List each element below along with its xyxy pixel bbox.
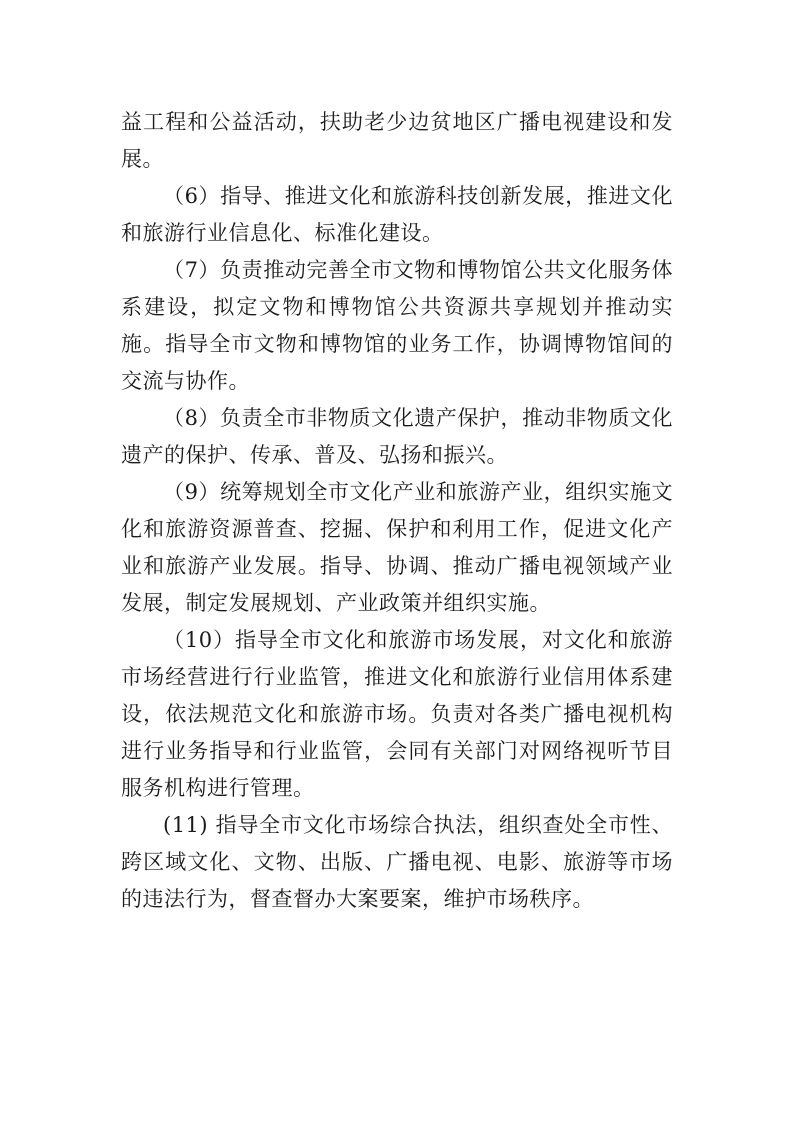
paragraph-item-9: （9）统筹规划全市文化产业和旅游产业，组织实施文化和旅游资源普查、挖掘、保护和利用工作，促进文化产业和旅游产业发展。指导、协调、推动广播电视领域产业发展，制定发展规划、产业政策并组织实施。 [121,480,673,615]
paragraph-item-10: （10）指导全市文化和旅游市场发展，对文化和旅游市场经营进行行业监管，推进文化和旅游行业信用体系建设，依法规范文化和旅游市场。负责对各类广播电视机构进行业务指导和行业监管，会同有关部门对网络视听节目服务机构进行管理。 [121,628,673,800]
paragraph-item-8: （8）负责全市非物质文化遗产保护，推动非物质文化遗产的保护、传承、普及、弘扬和振兴。 [121,406,673,467]
paragraph-continuation: 益工程和公益活动，扶助老少边贫地区广播电视建设和发展。 [121,110,673,171]
paragraph-item-6: （6）指导、推进文化和旅游科技创新发展，推进文化和旅游行业信息化、标准化建设。 [121,184,673,245]
document-body [121,104,673,918]
paragraph-item-7: （7）负责推动完善全市文物和博物馆公共文化服务体系建设，拟定文物和博物馆公共资源共享规划并推动实施。指导全市文物和博物馆的业务工作，协调博物馆间的交流与协作。 [121,258,673,393]
paragraph-item-11: (11) 指导全市文化市场综合执法，组织查处全市性、跨区域文化、文物、出版、广播电视、电影、旅游等市场的违法行为，督查督办大案要案，维护市场秩序。 [121,813,673,911]
